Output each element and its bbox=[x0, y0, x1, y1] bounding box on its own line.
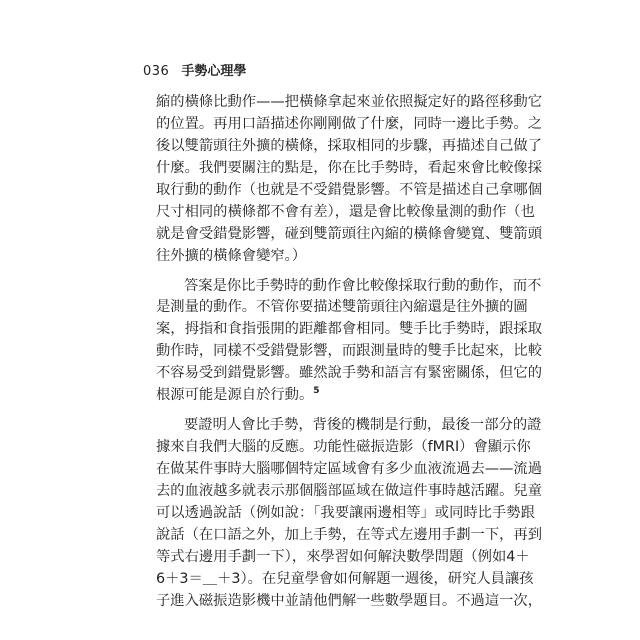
text-line: 動作時，同樣不受錯覺影響，而跟測量時的雙手比起來，比較 bbox=[156, 343, 543, 360]
body-text bbox=[156, 92, 543, 613]
text-line: 案，拇指和食指張開的距離都會相同。雙手比手勢時，跟採取 bbox=[156, 321, 543, 338]
text-line: 後以雙箭頭往外擴的橫條，採取相同的步驟，再描述自己做了 bbox=[156, 137, 543, 154]
text-line: 可以透過說話（例如說：「我要讓兩邊相等」或同時比手勢跟 bbox=[156, 504, 535, 521]
text-line: 說話（在口語之外，加上手勢，在等式左邊用手劃一下，再到 bbox=[156, 526, 543, 543]
text-line: 6＋3＝＿＋3）。在兒童學會如何解題一週後，研究人員讓孩 bbox=[156, 570, 534, 587]
book-title: 手勢心理學 bbox=[181, 64, 247, 79]
text-line: 要證明人會比手勢，背後的機制是行動，最後一部分的證 bbox=[184, 417, 542, 434]
text-line: 取行動的動作（也就是不受錯覺影響。不管是描述自己拿哪個 bbox=[156, 181, 543, 198]
text-line: 答案是你比手勢時的動作會比較像採取行動的動作，而不 bbox=[184, 277, 542, 294]
page-header bbox=[143, 60, 246, 79]
text-line: 去的血液越多就表示那個腦部區域在做這件事時越活躍。兒童 bbox=[156, 482, 543, 499]
text-line: 子進入磁振造影機中並請他們解一些數學題目。不過這一次， bbox=[156, 592, 543, 609]
text-line: 就是會受錯覺影響，碰到雙箭頭往內縮的橫條會變寬、雙箭頭 bbox=[156, 225, 543, 242]
text-line: 尺寸相同的橫條都不會有差），還是會比較像量測的動作（也 bbox=[156, 203, 535, 220]
text-line: 是測量的動作。不管你要描述雙箭頭往內縮還是往外擴的圖 bbox=[156, 299, 528, 316]
text-line-with-footnote bbox=[156, 385, 494, 407]
paragraph-2 bbox=[156, 276, 543, 408]
text-line: 縮的橫條比動作——把橫條拿起來並依照擬定好的路徑移動它 bbox=[156, 94, 543, 110]
text-line: 等式右邊用手劃一下），來學習如何解決數學問題（例如4＋ bbox=[156, 548, 530, 565]
text-line: 根源可能是源自於行動。 bbox=[156, 387, 314, 404]
text-line: 不容易受到錯覺影響。雖然說手勢和語言有緊密關係，但它的 bbox=[156, 365, 543, 382]
text-line: 往外擴的橫條會變窄。） bbox=[156, 247, 307, 264]
paragraph-3 bbox=[156, 415, 543, 612]
text-line: 的位置。再用口語描述你剛剛做了什麼，同時一邊比手勢。之 bbox=[156, 115, 543, 132]
text-line: 在做某件事時大腦哪個特定區域會有多少血液流過去——流過 bbox=[156, 461, 543, 477]
footnote-marker[interactable]: 5 bbox=[313, 386, 320, 397]
text-line: 據來自我們大腦的反應。功能性磁振造影（fMRI）會顯示你 bbox=[156, 439, 531, 456]
page-number: 036 bbox=[143, 64, 170, 79]
paragraph-1 bbox=[156, 92, 543, 268]
text-line: 什麼。我們要關注的點是，你在比手勢時，看起來會比較像採 bbox=[156, 159, 543, 176]
